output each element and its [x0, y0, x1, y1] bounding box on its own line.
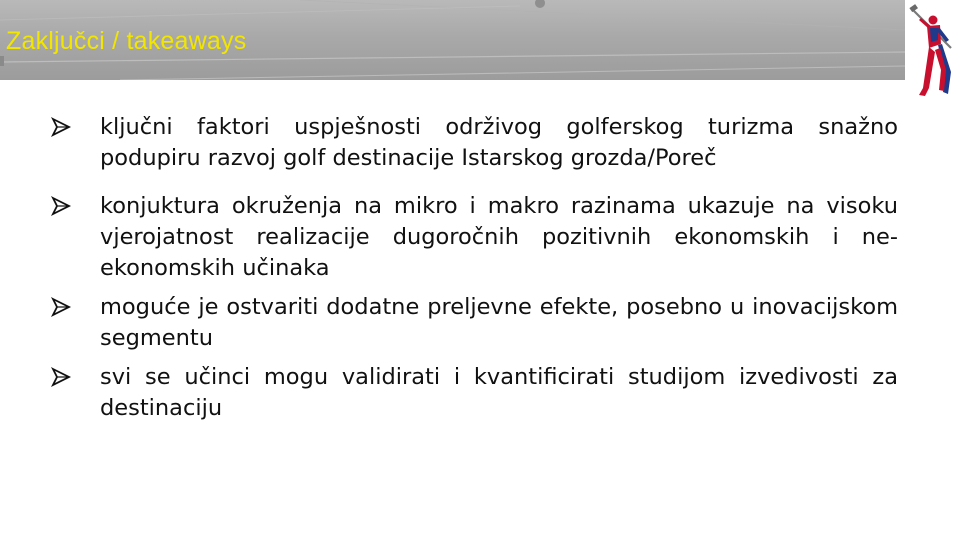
arrowhead-bullet-icon	[50, 116, 72, 138]
bullet-text: svi se učinci mogu validirati i kvantificirati studijom izvedivosti za destinaciju	[100, 364, 898, 421]
bullet-item	[50, 191, 898, 284]
arrowhead-bullet-icon	[50, 366, 72, 388]
bullet-list	[50, 112, 898, 432]
bullet-item	[50, 292, 898, 354]
bullet-text: konjuktura okruženja na mikro i makro razinama ukazuje na visoku vjerojatnost realizacije dugoročnih pozitivnih ekonomskih i ne-ekonomskih učinaka	[100, 193, 898, 281]
bullet-item	[50, 112, 898, 174]
title-bar	[0, 0, 905, 80]
arrowhead-bullet-icon	[50, 296, 72, 318]
slide-title: Zaključci / takeaways	[6, 27, 247, 55]
bullet-text: moguće je ostvariti dodatne preljevne efekte, posebno u inovacijskom segmentu	[100, 294, 898, 351]
golfer-logo-icon	[905, 0, 960, 100]
bullet-item	[50, 362, 898, 424]
bullet-text: ključni faktori uspješnosti održivog golferskog turizma snažno podupiru razvoj golf destinacije Istarskog grozda/Poreč	[100, 114, 898, 171]
arrowhead-bullet-icon	[50, 195, 72, 217]
